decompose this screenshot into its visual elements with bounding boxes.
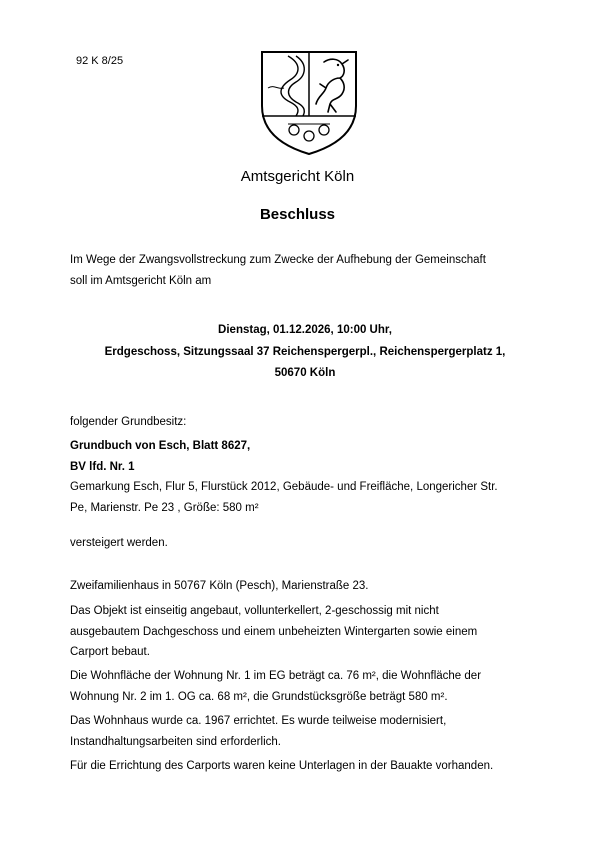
closing-text: versteigert werden. (70, 537, 168, 549)
property-label: folgender Grundbesitz: (70, 416, 187, 428)
details-p2: Das Objekt ist einseitig angebaut, vollunterkellert, 2-geschossig mit nicht ausgebautem Dachgeschoss und einem unbeheizten Wintergarten sowie einem Carport bebaut. (70, 605, 478, 658)
case-reference: 92 K 8/25 (76, 55, 124, 67)
coat-of-arms-icon (258, 48, 360, 158)
details-p3: Die Wohnfläche der Wohnung Nr. 1 im EG beträgt ca. 76 m², die Wohnfläche der Wohnung Nr. 2 im 1. OG ca. 68 m², die Grundstücksgröße beträgt 580 m². (70, 670, 482, 703)
details-p5: Für die Errichtung des Carports waren keine Unterlagen in der Bauakte vorhanden. (70, 760, 494, 772)
intro-paragraph: Im Wege der Zwangsvollstreckung zum Zwecke der Aufhebung der Gemeinschaft soll im Amtsgericht Köln am (70, 254, 486, 287)
appointment-block: Dienstag, 01.12.2026, 10:00 Uhr, Erdgeschoss, Sitzungssaal 37 Reichenspergerpl., Reichenspergerplatz 1, 50670 Köln (104, 324, 506, 379)
court-name: Amtsgericht Köln (240, 168, 355, 185)
details-p4: Das Wohnhaus wurde ca. 1967 errichtet. Es wurde teilweise modernisiert, Instandhaltungsarbeiten sind erforderlich. (70, 715, 447, 748)
land-register: Grundbuch von Esch, Blatt 8627, (70, 440, 251, 452)
document-title: Beschluss (259, 206, 336, 223)
details-p1: Zweifamilienhaus in 50767 Köln (Pesch), Marienstraße 23. (70, 580, 369, 592)
register-entry: BV lfd. Nr. 1 (70, 460, 135, 473)
property-block: Grundbuch von Esch, Blatt 8627, BV lfd. Nr. 1 Gemarkung Esch, Flur 5, Flurstück 2012, Gebäude- und Freifläche, Longericher Str. Pe, Marienstr. Pe 23 , Größe: 580 m² (70, 436, 540, 518)
